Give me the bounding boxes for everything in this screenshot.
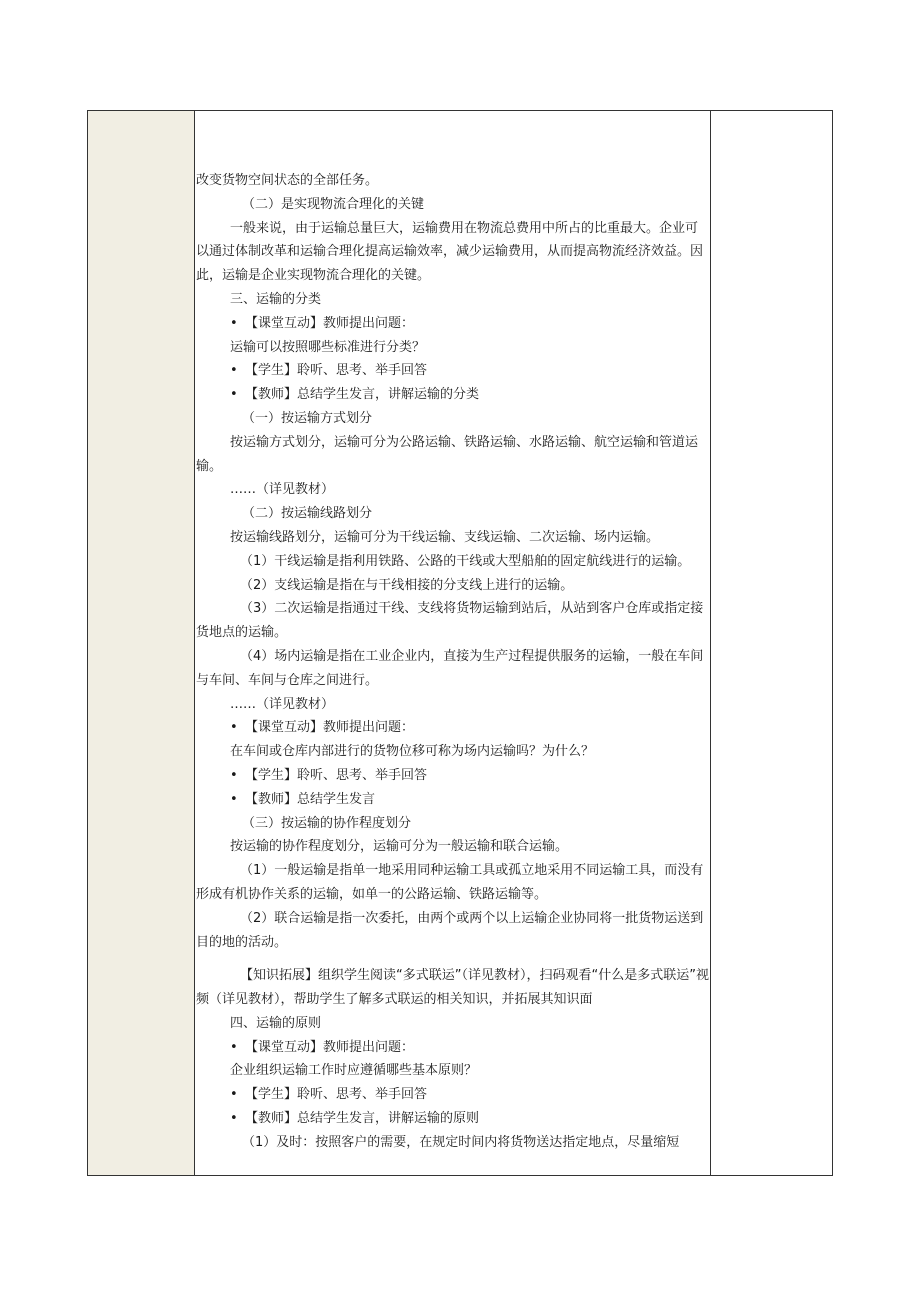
paragraph: 运输可以按照哪些标准进行分类？: [230, 339, 426, 355]
bullet-item: [195, 764, 710, 788]
bullet-text: 【教师】总结学生发言，讲解运输的原则: [245, 1111, 480, 1127]
bullet-item: [195, 716, 710, 740]
section-heading: （一）按运输方式划分: [242, 410, 373, 426]
paragraph: 按运输方式划分，运输可分为公路运输、铁路运输、水路运输、航空运输和管道运输。: [196, 434, 699, 474]
paragraph: 在车间或仓库内部进行的货物位移可称为场内运输吗？为什么？: [230, 744, 595, 760]
numbered-paragraph: （2）支线运输是指在与干线相接的分支线上进行的运输。: [240, 577, 574, 593]
bullet-dot-icon: •: [230, 791, 238, 807]
bullet-dot-icon: •: [230, 767, 238, 783]
bullet-dot-icon: •: [230, 1087, 238, 1103]
bullet-dot-icon: •: [230, 363, 238, 379]
paragraph-gap: [195, 954, 710, 964]
paragraph: 按运输的协作程度划分，运输可分为一般运输和联合运输。: [230, 839, 569, 855]
numbered-paragraph: （1）一般运输是指单一地采用同种运输工具或孤立地采用不同运输工具，而没有形成有机协作关系的运输，如单一的公路运输、铁路运输等。: [196, 863, 704, 902]
bullet-item: [195, 383, 710, 407]
bullet-item: [195, 312, 710, 336]
paragraph: 按运输线路划分，运输可分为干线运输、支线运输、二次运输、场内运输。: [230, 529, 660, 545]
bullet-item: [195, 359, 710, 383]
bullet-text: 【课堂互动】教师提出问题：: [245, 720, 415, 736]
bullet-dot-icon: •: [230, 720, 238, 736]
paragraph: 改变货物空间状态的全部任务。: [196, 173, 379, 188]
bullet-dot-icon: •: [230, 1039, 238, 1055]
bullet-text: 【课堂互动】教师提出问题：: [245, 315, 415, 331]
numbered-paragraph: （2）联合运输是指一次委托，由两个或两个以上运输企业协同将一批货物运送到目的地的活动。: [196, 910, 704, 950]
paragraph: ……（详见教材）: [230, 482, 335, 498]
bullet-text: 【学生】聆听、思考、举手回答: [245, 363, 428, 379]
bullet-dot-icon: •: [230, 1111, 238, 1127]
bullet-dot-icon: •: [230, 315, 238, 331]
bullet-text: 【课堂互动】教师提出问题：: [245, 1039, 415, 1055]
bullet-item: [195, 788, 710, 812]
section-heading: （二）是实现物流合理化的关键: [242, 196, 425, 212]
bullet-item: [195, 1036, 710, 1060]
left-column: [88, 111, 195, 1175]
right-column: [711, 111, 832, 1175]
numbered-paragraph: （4）场内运输是指在工业企业内，直接为生产过程提供服务的运输，一般在车间与车间、车间与仓库之间进行。: [196, 648, 704, 688]
bullet-item: [195, 1107, 710, 1131]
bullet-dot-icon: •: [230, 387, 238, 403]
paragraph: ……（详见教材）: [230, 696, 335, 712]
section-heading: （二）按运输线路划分: [242, 506, 373, 522]
paragraph: 三、运输的分类: [230, 291, 322, 307]
paragraph: 企业组织运输工作时应遵循哪些基本原则？: [230, 1063, 478, 1079]
paragraph: 一般来说，由于运输总量巨大，运输费用在物流总费用中所占的比重最大。企业可以通过体制改革和运输合理化提高运输效率，减少运输费用，从而提高物流经济效益。因此，运输是企业实现物流合理化的关键。: [196, 220, 704, 284]
lesson-plan-table: [87, 110, 833, 1176]
bullet-item: [195, 1083, 710, 1107]
numbered-paragraph: （3）二次运输是指通过干线、支线将货物运输到站后，从站到客户仓库或指定接货地点的运输。: [196, 601, 704, 641]
main-content-column: [195, 111, 711, 1175]
bullet-text: 【学生】聆听、思考、举手回答: [245, 767, 428, 783]
section-heading: （1）及时：按照客户的需要，在规定时间内将货物送达指定地点，尽量缩短: [242, 1134, 680, 1150]
bullet-text: 【教师】总结学生发言: [245, 791, 376, 807]
numbered-paragraph: （1）干线运输是指利用铁路、公路的干线或大型船舶的固定航线进行的运输。: [240, 553, 691, 569]
paragraph: 四、运输的原则: [230, 1015, 322, 1031]
section-heading: （三）按运输的协作程度划分: [242, 815, 412, 831]
bullet-text: 【教师】总结学生发言，讲解运输的分类: [245, 387, 480, 403]
bullet-text: 【学生】聆听、思考、举手回答: [245, 1087, 428, 1103]
numbered-paragraph: 【知识拓展】组织学生阅读“多式联运”（详见教材），扫码观看“什么是多式联运”视频（详见教材），帮助学生了解多式联运的相关知识，并拓展其知识面: [196, 968, 709, 1008]
